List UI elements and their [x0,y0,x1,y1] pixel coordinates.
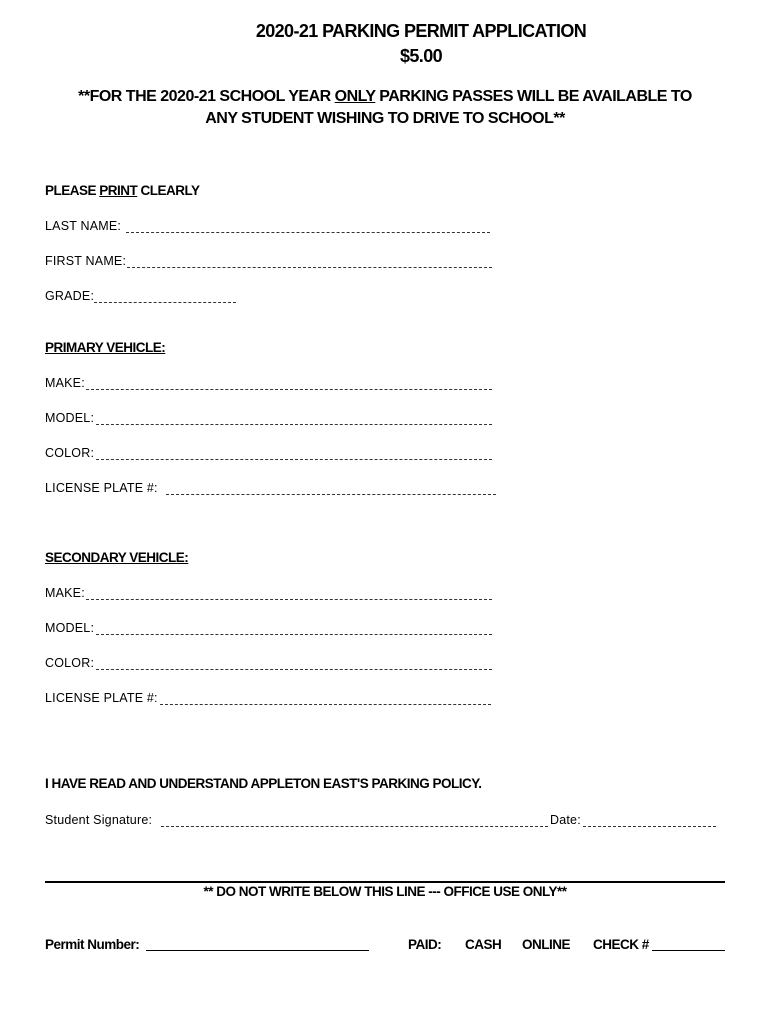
permit-number-label: Permit Number: [45,937,140,952]
first-name-field[interactable] [127,267,492,268]
heading-text-a: PLEASE [45,183,100,198]
policy-statement: I HAVE READ AND UNDERSTAND APPLETON EAST'S PARKING POLICY. [45,776,482,791]
primary-model-label: MODEL: [45,411,95,425]
secondary-vehicle-heading: SECONDARY VEHICLE: [45,550,189,565]
primary-plate-label: LICENSE PLATE #: [45,481,158,495]
office-use-notice: ** DO NOT WRITE BELOW THIS LINE --- OFFICE USE ONLY** [203,884,567,899]
secondary-color-label: COLOR: [45,656,95,670]
notice-line-2: ANY STUDENT WISHING TO DRIVE TO SCHOOL** [205,110,565,127]
heading-text-b: CLEARLY [137,183,200,198]
first-name-label: FIRST NAME: [45,254,127,268]
primary-color-label: COLOR: [45,446,95,460]
last-name-label: LAST NAME: [45,219,122,233]
secondary-model-label: MODEL: [45,621,95,635]
last-name-field[interactable] [126,232,490,233]
primary-model-field[interactable] [96,424,492,425]
primary-plate-field[interactable] [166,494,496,495]
cash-option: CASH [465,937,502,952]
permit-number-field[interactable] [146,950,369,951]
check-number-label: CHECK # [593,937,649,952]
print-clearly-heading [45,183,200,198]
secondary-model-field[interactable] [96,634,492,635]
date-field[interactable] [583,826,716,827]
date-label: Date: [550,813,581,827]
notice-emphasis: ONLY [334,88,376,105]
online-option: ONLINE [522,937,571,952]
notice-text-a: **FOR THE 2020-21 SCHOOL YEAR [78,88,335,105]
secondary-color-field[interactable] [96,669,492,670]
primary-vehicle-heading: PRIMARY VEHICLE: [45,340,166,355]
primary-make-field[interactable] [86,389,492,390]
form-price: $5.00 [399,46,443,66]
notice-line-1 [0,88,770,106]
heading-emphasis: PRINT [99,183,138,198]
notice-text-b: PARKING PASSES WILL BE AVAILABLE TO [375,88,692,105]
signature-label: Student Signature: [45,813,153,827]
signature-field[interactable] [161,826,548,827]
check-number-field[interactable] [652,950,725,951]
grade-field[interactable] [94,302,236,303]
primary-make-label: MAKE: [45,376,85,390]
secondary-plate-label: LICENSE PLATE #: [45,691,158,705]
form-title: 2020-21 PARKING PERMIT APPLICATION [255,21,587,41]
grade-label: GRADE: [45,289,95,303]
office-use-divider [45,881,725,883]
secondary-make-field[interactable] [86,599,492,600]
secondary-make-label: MAKE: [45,586,85,600]
primary-color-field[interactable] [96,459,492,460]
paid-label: PAID: [408,937,442,952]
secondary-plate-field[interactable] [160,704,491,705]
